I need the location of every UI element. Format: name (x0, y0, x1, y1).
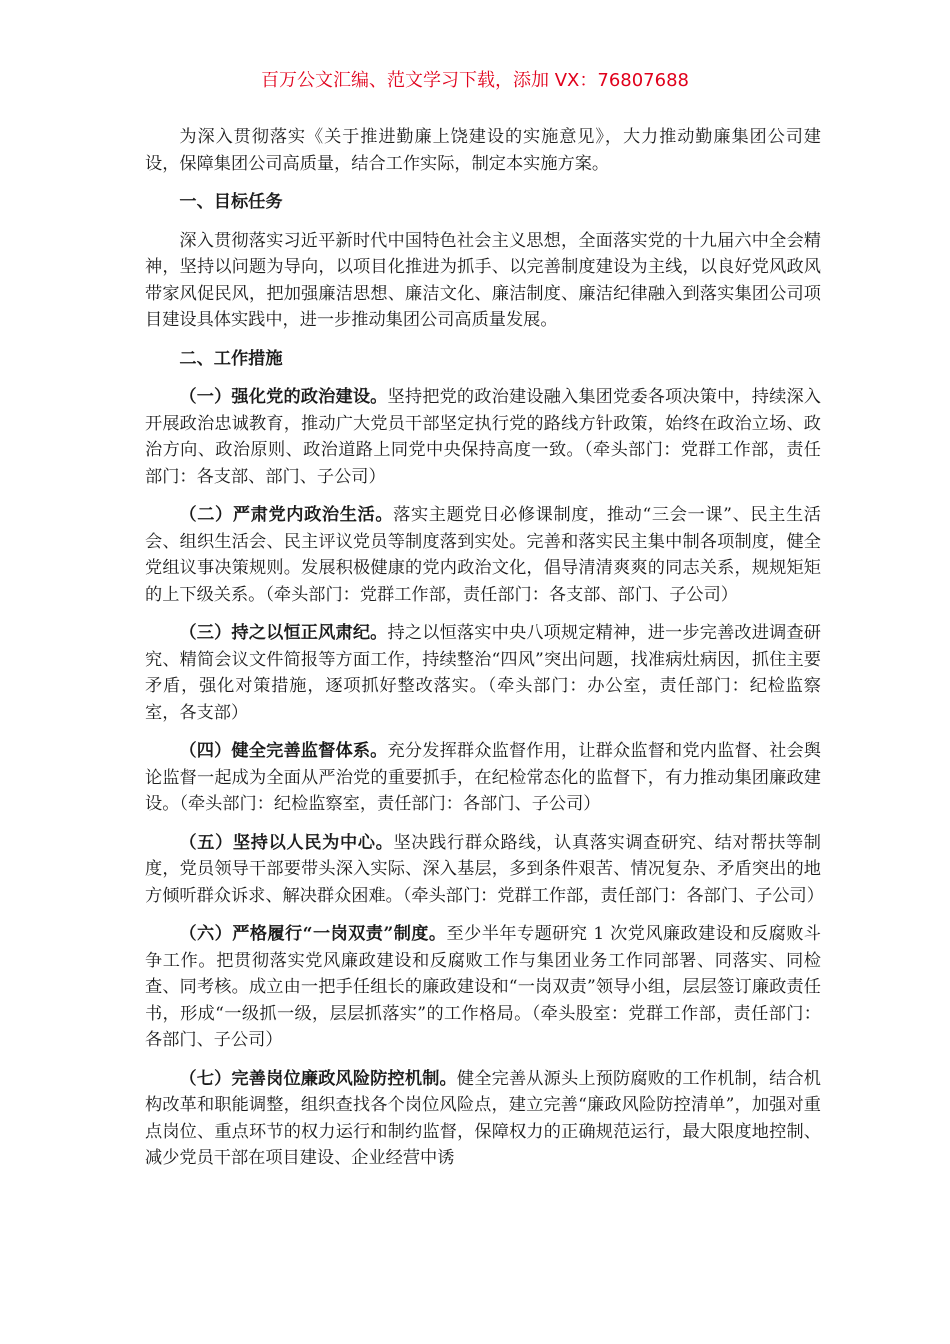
measure-paragraph (145, 502, 821, 608)
measure-text: 坚持把党的政治建设融入集团党委各项决策中，持续深入开展政治忠诚教育，推动广大党员干部坚定执行党的路线方针政策，始终在政治立场、政治方向、政治原则、政治道路上同党中央保持高度一致。（牵头部门：党群工作部，责任部门：各支部、部门、子公司） (145, 387, 821, 487)
measure-paragraph (145, 384, 821, 490)
goals-paragraph: 深入贯彻落实习近平新时代中国特色社会主义思想，全面落实党的十九届六中全会精神，坚持以问题为导向，以项目化推进为抓手、以完善制度建设为主线，以良好党风政风带家风促民风，把加强廉洁思想、廉洁文化、廉洁制度、廉洁纪律融入到落实集团公司项目建设具体实践中，进一步推动集团公司高质量发展。 (145, 230, 821, 330)
measure-text: 坚决践行群众路线，认真落实调查研究、结对帮扶等制度，党员领导干部要带头深入实际、深入基层，多到条件艰苦、情况复杂、矛盾突出的地方倾听群众诉求、解决群众困难。（牵头部门：党群工作部，责任部门：各部门、子公司） (145, 832, 824, 906)
measure-lead: （六）严格履行“一岗双责”制度。 (179, 924, 447, 944)
intro-paragraph: 为深入贯彻落实《关于推进勤廉上饶建设的实施意见》，大力推动勤廉集团公司建设，保障集团公司高质量，结合工作实际，制定本实施方案。 (145, 127, 821, 174)
measure-lead: （二）严肃党内政治生活。 (179, 505, 394, 525)
measure-paragraph (145, 738, 821, 818)
measure-lead: （七）完善岗位廉政风险防控机制。 (179, 1068, 457, 1089)
measure-lead: （五）坚持以人民为中心。 (179, 832, 394, 853)
section-heading-measures: 二、工作措施 (179, 348, 283, 369)
measure-text: 健全完善从源头上预防腐败的工作机制，结合机构改革和职能调整，组织查找各个岗位风险点，建立完善“廉政风险防控清单”，加强对重点岗位、重点环节的权力运行和制约监督，保障权力的正确规范运行，最大限度地控制、减少党员干部在项目建设、企业经营中诱 (145, 1068, 821, 1168)
section-heading-goals: 一、目标任务 (179, 192, 283, 212)
measure-text: 至少半年专题研究 1 次党风廉政建设和反腐败斗争工作。把贯彻落实党风廉政建设和反腐败工作与集团业务工作同部署、同落实、同检查、同考核。成立由一把手任组长的廉政建设和“一岗双责”领导小组，层层签订廉政责任书，形成“一级抓一级，层层抓落实”的工作格局。（牵头股室：党群工作部，责任部门：各部门、子公司） (145, 924, 821, 1050)
measure-lead: （四）健全完善监督体系。 (179, 741, 388, 761)
measure-lead: （一）强化党的政治建设。 (179, 387, 388, 407)
measure-text: 落实主题党日必修课制度，推动“三会一课”、民主生活会、组织生活会、民主评议党员等制度落到实处。完善和落实民主集中制各项制度，健全党组议事决策规则。发展积极健康的党内政治文化，倡导清清爽爽的同志关系，规规矩矩的上下级关系。（牵头部门：党群工作部，责任部门：各支部、部门、子公司） (145, 505, 821, 605)
measure-paragraph (145, 1066, 821, 1172)
measure-paragraph (145, 620, 821, 726)
measure-text: 持之以恒落实中央八项规定精神，进一步完善改进调查研究、精简会议文件简报等方面工作，持续整治“四风”突出问题，找准病灶病因，抓住主要矛盾，强化对策措施，逐项抓好整改落实。（牵头部门：办公室，责任部门：纪检监察室，各支部） (145, 623, 821, 723)
measure-paragraph (145, 830, 824, 910)
header-watermark-text: 百万公文汇编、范文学习下载，添加 VX：76807688 (261, 70, 689, 91)
measure-paragraph (145, 921, 821, 1054)
measure-text: 充分发挥群众监督作用，让群众监督和党内监督、社会舆论监督一起成为全面从严治党的重要抓手，在纪检常态化的监督下，有力推动集团廉政建设。（牵头部门：纪检监察室，责任部门：各部门、子公司） (145, 741, 821, 814)
measure-lead: （三）持之以恒正风肃纪。 (179, 623, 388, 643)
document-body (145, 124, 824, 1184)
